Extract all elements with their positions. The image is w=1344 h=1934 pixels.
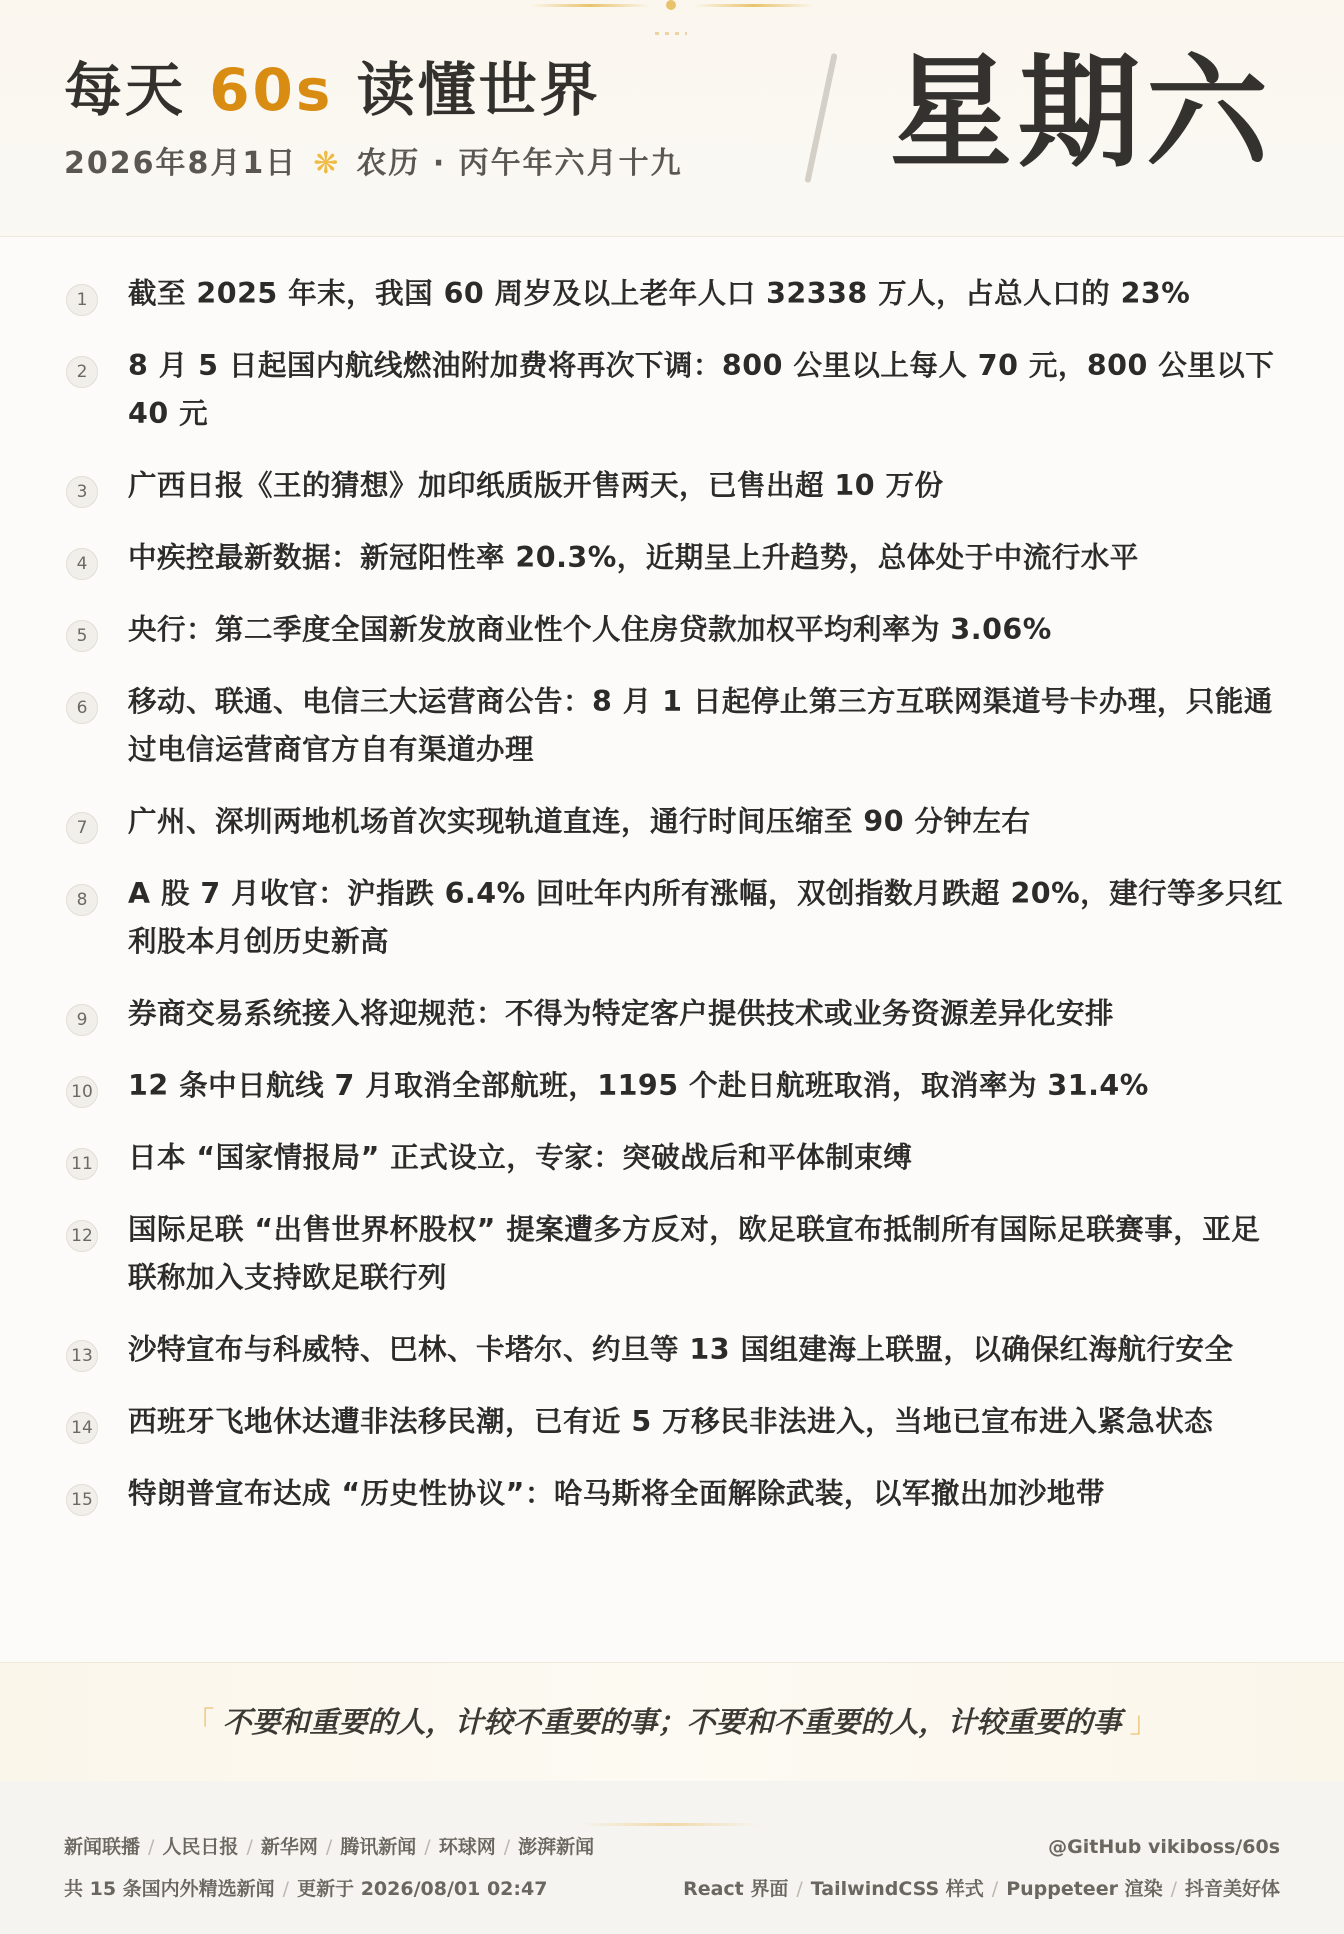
tech-credit: 抖音美好体 bbox=[1184, 1878, 1280, 1900]
news-number-badge: 2 bbox=[66, 356, 98, 388]
news-item bbox=[0, 270, 1344, 318]
news-item bbox=[0, 342, 1344, 438]
tech-credit: TailwindCSS 样式 bbox=[810, 1878, 984, 1900]
news-number-badge: 8 bbox=[66, 884, 98, 916]
separator: / bbox=[148, 1836, 155, 1858]
header-deco-line-right bbox=[694, 4, 814, 7]
news-text: 12 条中日航线 7 月取消全部航班，1195 个赴日航班取消，取消率为 31.4% bbox=[128, 1069, 1149, 1102]
title-suffix: 读懂世界 bbox=[333, 56, 601, 124]
news-item bbox=[0, 462, 1344, 510]
news-number-badge: 3 bbox=[66, 476, 98, 508]
updated-time: 更新于 2026/08/01 02:47 bbox=[297, 1878, 548, 1900]
news-list bbox=[0, 270, 1344, 1542]
daily-quote bbox=[0, 1699, 1344, 1745]
news-source: 人民日报 bbox=[162, 1836, 239, 1858]
footer-tech bbox=[683, 1875, 1280, 1903]
news-text: 移动、联通、电信三大运营商公告：8 月 1 日起停止第三方互联网渠道号卡办理，只能通过电信运营商官方自有渠道办理 bbox=[128, 685, 1273, 766]
separator: / bbox=[246, 1836, 253, 1858]
news-text: 广州、深圳两地机场首次实现轨道直连，通行时间压缩至 90 分钟左右 bbox=[128, 805, 1031, 838]
separator: / bbox=[325, 1836, 333, 1858]
news-number-badge: 12 bbox=[66, 1220, 98, 1252]
quote-text: 不要和重要的人，计较不重要的事；不要和不重要的人，计较重要的事 bbox=[222, 1705, 1122, 1739]
news-item bbox=[0, 798, 1344, 846]
news-item bbox=[0, 1326, 1344, 1374]
separator: / bbox=[1170, 1878, 1177, 1900]
news-text: 券商交易系统接入将迎规范：不得为特定客户提供技术或业务资源差异化安排 bbox=[128, 997, 1115, 1030]
flower-icon: ❋ bbox=[313, 146, 341, 181]
news-item bbox=[0, 1470, 1344, 1518]
news-item bbox=[0, 1134, 1344, 1182]
news-number-badge: 4 bbox=[66, 548, 98, 580]
separator: / bbox=[991, 1878, 999, 1900]
header bbox=[0, 0, 1344, 237]
news-source: 新华网 bbox=[260, 1836, 318, 1858]
news-item bbox=[0, 990, 1344, 1038]
tech-credit: React 界面 bbox=[683, 1878, 789, 1900]
news-text: 8 月 5 日起国内航线燃油附加费将再次下调：800 公里以上每人 70 元，800 公里以下 40 元 bbox=[128, 349, 1275, 430]
news-text: 中疾控最新数据：新冠阳性率 20.3%，近期呈上升趋势，总体处于中流行水平 bbox=[128, 541, 1139, 574]
github-link[interactable]: @GitHub vikiboss/60s bbox=[1048, 1836, 1280, 1858]
news-text: 国际足联 “出售世界杯股权” 提案遭多方反对，欧足联宣布抵制所有国际足联赛事，亚足联称加入支持欧足联行列 bbox=[128, 1213, 1261, 1294]
title-prefix: 每天 bbox=[64, 56, 210, 124]
news-count: 共 15 条国内外精选新闻 bbox=[64, 1878, 275, 1900]
news-text: 截至 2025 年末，我国 60 周岁及以上老年人口 32338 万人，占总人口的 23% bbox=[128, 277, 1191, 310]
news-source: 澎湃新闻 bbox=[518, 1836, 595, 1858]
news-item bbox=[0, 1062, 1344, 1110]
news-number-badge: 11 bbox=[66, 1148, 98, 1180]
quote-open-mark: 「 bbox=[185, 1705, 215, 1739]
footer-meta bbox=[64, 1875, 547, 1903]
news-item bbox=[0, 870, 1344, 966]
header-deco-line-left bbox=[530, 4, 650, 7]
tech-credit: Puppeteer 渲染 bbox=[1006, 1878, 1163, 1900]
header-deco-dashes bbox=[655, 32, 687, 35]
date-line bbox=[64, 142, 683, 186]
quote-box bbox=[0, 1662, 1344, 1782]
news-item bbox=[0, 606, 1344, 654]
separator: / bbox=[282, 1878, 290, 1900]
news-source: 环球网 bbox=[438, 1836, 496, 1858]
weekday: 星期六 bbox=[890, 42, 1274, 184]
separator: / bbox=[503, 1836, 511, 1858]
news-text: 特朗普宣布达成 “历史性协议”：哈马斯将全面解除武装，以军撤出加沙地带 bbox=[128, 1477, 1105, 1510]
header-deco-dot bbox=[666, 0, 676, 10]
news-item bbox=[0, 1398, 1344, 1446]
news-number-badge: 15 bbox=[66, 1484, 98, 1516]
news-text: 沙特宣布与科威特、巴林、卡塔尔、约旦等 13 国组建海上联盟，以确保红海航行安全 bbox=[128, 1333, 1234, 1366]
news-number-badge: 6 bbox=[66, 692, 98, 724]
news-number-badge: 9 bbox=[66, 1004, 98, 1036]
news-item bbox=[0, 1206, 1344, 1302]
news-number-badge: 10 bbox=[66, 1076, 98, 1108]
header-divider bbox=[804, 53, 837, 183]
news-source: 腾讯新闻 bbox=[340, 1836, 417, 1858]
news-text: 广西日报《王的猜想》加印纸质版开售两天，已售出超 10 万份 bbox=[128, 469, 944, 502]
news-number-badge: 1 bbox=[66, 284, 98, 316]
page-title bbox=[64, 52, 601, 128]
news-number-badge: 7 bbox=[66, 812, 98, 844]
footer bbox=[0, 1781, 1344, 1934]
news-number-badge: 5 bbox=[66, 620, 98, 652]
separator: / bbox=[424, 1836, 431, 1858]
lunar-date: 农历 · 丙午年六月十九 bbox=[356, 146, 683, 181]
news-source: 新闻联播 bbox=[64, 1836, 141, 1858]
news-text: 央行：第二季度全国新发放商业性个人住房贷款加权平均利率为 3.06% bbox=[128, 613, 1052, 646]
news-number-badge: 13 bbox=[66, 1340, 98, 1372]
news-text: 西班牙飞地休达遭非法移民潮，已有近 5 万移民非法进入，当地已宣布进入紧急状态 bbox=[128, 1405, 1214, 1438]
news-text: 日本 “国家情报局” 正式设立，专家：突破战后和平体制束缚 bbox=[128, 1141, 913, 1174]
footer-deco-line bbox=[580, 1823, 760, 1826]
news-text: A 股 7 月收官：沪指跌 6.4% 回吐年内所有涨幅，双创指数月跌超 20%，建行等多只红利股本月创历史新高 bbox=[128, 877, 1284, 958]
separator: / bbox=[796, 1878, 803, 1900]
news-item bbox=[0, 678, 1344, 774]
date-text: 2026年8月1日 bbox=[64, 146, 298, 181]
news-number-badge: 14 bbox=[66, 1412, 98, 1444]
footer-sources bbox=[64, 1833, 594, 1861]
quote-close-mark: 」 bbox=[1129, 1705, 1159, 1739]
news-item bbox=[0, 534, 1344, 582]
title-accent: 60s bbox=[209, 56, 334, 124]
